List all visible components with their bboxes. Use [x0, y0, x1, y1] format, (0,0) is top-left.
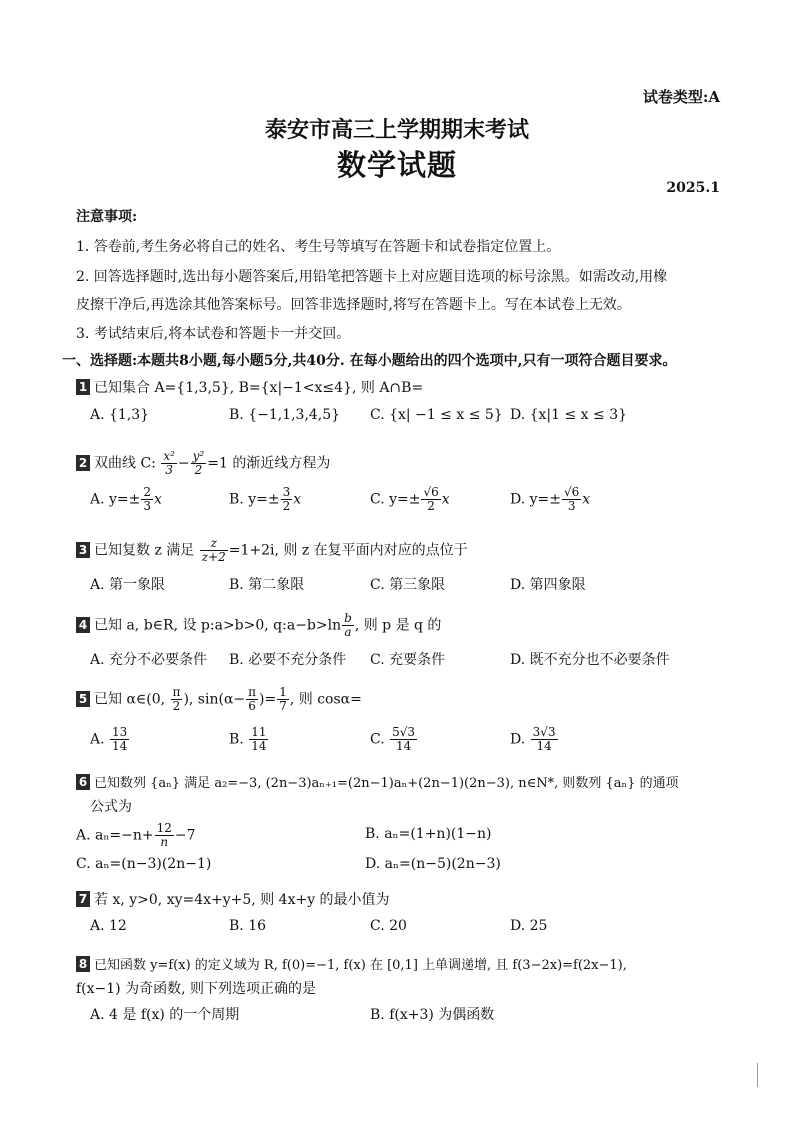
fraction-denominator: 14 [395, 739, 412, 753]
question-number: 3 [76, 542, 90, 558]
option-label: B. y=± [229, 491, 280, 508]
fraction-numerator: π [248, 685, 257, 699]
exam-date: 2025.1 [666, 180, 720, 196]
fraction-numerator: x² [163, 449, 175, 463]
fraction-numerator: 3 [282, 485, 291, 499]
option-b: B. aₙ=(1+n)(1−n) [365, 826, 492, 842]
fraction-numerator: z [200, 537, 228, 551]
question-stem: 已知函数 y=f(x) 的定义域为 R, f(0)=−1, f(x) 在 [0,1] 上单调递增, 且 f(3−2x)=f(2x−1), [94, 958, 627, 973]
option-a: A. 12 [90, 918, 127, 934]
option-c: C. 20 [370, 918, 407, 934]
option-b [229, 726, 269, 753]
option-d: D. 既不充分也不必要条件 [510, 652, 670, 668]
fraction-numerator: 13 [112, 725, 128, 739]
question-stem-end: =1 的渐近线方程为 [207, 455, 331, 472]
fraction-denominator: 2 [282, 499, 291, 513]
question-stem: 双曲线 C: [94, 455, 161, 472]
option-a [90, 486, 162, 513]
option-label: A. aₙ=−n+ [76, 827, 154, 844]
option-c: C. {x| −1 ≤ x ≤ 5} [370, 407, 503, 423]
option-a [90, 726, 130, 753]
question-stem: 已知 α∈(0, [94, 691, 170, 708]
option-text-end: −7 [174, 827, 196, 844]
minus-sign: − [177, 455, 190, 472]
variable: x [154, 491, 162, 508]
question-2 [76, 450, 330, 477]
question-stem-end: =1+2i, 则 z 在复平面内对应的点位于 [228, 542, 468, 559]
question-stem-part: ), sin(α− [183, 691, 246, 708]
question-7 [76, 889, 390, 909]
fraction-numerator: 2 [143, 485, 152, 499]
fraction-denominator: z+2 [201, 550, 226, 564]
variable: x [582, 491, 591, 508]
fraction-denominator: n [160, 835, 169, 849]
question-stem: 已知集合 A={1,3,5}, B={x|−1<x≤4}, 则 A∩B= [94, 380, 424, 396]
question-stem-end: , 则 cosα= [289, 691, 362, 708]
notice-heading: 注意事项: [76, 209, 138, 225]
option-label: C. y=± [370, 491, 421, 508]
fraction-numerator: 12 [156, 821, 172, 835]
option-a [76, 822, 196, 849]
variable: x [441, 491, 450, 508]
option-label: D. [510, 731, 530, 748]
question-6 [76, 772, 679, 791]
fraction-numerator: π [172, 685, 181, 699]
option-b [229, 486, 301, 513]
fraction-denominator: 2 [172, 699, 181, 713]
fraction-numerator: y² [192, 449, 205, 463]
question-stem: 已知复数 z 满足 [94, 542, 199, 559]
question-3 [76, 537, 468, 564]
question-stem-part: )= [259, 691, 277, 708]
fraction-numerator: 3√3 [532, 725, 556, 739]
question-number: 8 [76, 956, 90, 972]
question-4 [76, 612, 441, 639]
fraction-denominator: 3 [567, 499, 576, 513]
option-c [370, 726, 418, 753]
option-d [510, 486, 590, 513]
fraction-denominator: a [344, 625, 352, 639]
option-label: A. [90, 731, 110, 748]
fraction-numerator: b [344, 611, 352, 625]
option-d: D. {x|1 ≤ x ≤ 3} [510, 407, 628, 423]
question-stem: 已知 a, b∈R, 设 p:a>b>0, q:a−b>ln [94, 617, 342, 634]
notice-item: 1. 答卷前,考生务必将自己的姓名、考生号等填写在答题卡和试卷指定位置上。 [76, 239, 561, 255]
question-number: 4 [76, 617, 90, 633]
option-a: A. 第一象限 [90, 577, 166, 593]
option-d: D. 第四象限 [510, 577, 586, 593]
question-stem-line2: f(x−1) 为奇函数, 则下列选项正确的是 [76, 981, 316, 997]
question-5 [76, 686, 362, 713]
fraction-denominator: 6 [248, 699, 256, 713]
scan-edge-line [757, 1063, 758, 1087]
option-b: B. f(x+3) 为偶函数 [370, 1007, 495, 1023]
notice-item: 皮擦干净后,再选涂其他答案标号。回答非选择题时,将写在答题卡上。写在本试卷上无效。 [76, 297, 631, 313]
option-a: A. 4 是 f(x) 的一个周期 [90, 1007, 240, 1023]
option-a: A. 充分不必要条件 [90, 652, 208, 668]
option-c: C. 第三象限 [370, 577, 446, 593]
notice-item: 2. 回答选择题时,选出每小题答案后,用铅笔把答题卡上对应题目选项的标号涂黑。如需改动,用橡 [76, 269, 668, 285]
option-label: B. [229, 731, 249, 748]
fraction-denominator: 2 [194, 463, 203, 477]
question-stem: 若 x, y>0, xy=4x+y+5, 则 4x+y 的最小值为 [94, 892, 390, 908]
option-a: A. {1,3} [90, 407, 150, 423]
option-c: C. 充要条件 [370, 652, 446, 668]
option-b: B. {−1,1,3,4,5} [229, 407, 341, 423]
question-number: 2 [76, 455, 90, 471]
option-d [510, 726, 559, 753]
fraction-denominator: 3 [143, 499, 152, 513]
option-b: B. 第二象限 [229, 577, 305, 593]
question-1 [76, 377, 423, 397]
fraction-numerator: 5√3 [392, 725, 416, 739]
subject-title: 数学试题 [336, 148, 457, 182]
question-number: 6 [76, 774, 90, 790]
section-heading: 一、选择题:本题共8小题,每小题5分,共40分. 在每小题给出的四个选项中,只有一项符合题目要求。 [62, 353, 677, 369]
option-d: D. aₙ=(n−5)(2n−3) [365, 856, 501, 872]
question-number: 1 [76, 379, 90, 395]
option-label: D. y=± [510, 491, 561, 508]
option-d: D. 25 [510, 918, 548, 934]
question-number: 7 [76, 891, 90, 907]
exam-title: 泰安市高三上学期期末考试 [264, 117, 529, 143]
fraction-numerator: 1 [279, 685, 287, 699]
question-8 [76, 954, 627, 973]
option-b: B. 16 [229, 918, 267, 934]
question-stem: 已知数列 {aₙ} 满足 a₂=−3, (2n−3)aₙ₊₁=(2n−1)aₙ+(2n−1)(2n−3), n∈N*, 则数列 {aₙ} 的通项 [94, 776, 679, 791]
notice-item: 3. 考试结束后,将本试卷和答题卡一并交回。 [76, 326, 351, 342]
fraction-denominator: 14 [536, 739, 552, 753]
question-stem-end: , 则 p 是 q 的 [354, 617, 442, 634]
paper-type: 试卷类型:A [642, 88, 720, 106]
fraction-denominator: 7 [279, 699, 287, 713]
fraction-denominator: 2 [427, 499, 435, 513]
fraction-numerator: √6 [564, 485, 580, 499]
fraction-denominator: 3 [165, 463, 173, 477]
variable: x [293, 491, 302, 508]
option-b: B. 必要不充分条件 [229, 652, 347, 668]
fraction-numerator: √6 [423, 485, 439, 499]
option-label: A. y=± [90, 491, 141, 508]
option-c [370, 486, 450, 513]
fraction-numerator: 11 [251, 725, 267, 739]
fraction-denominator: 14 [251, 739, 267, 753]
question-number: 5 [76, 691, 90, 707]
fraction-denominator: 14 [112, 739, 128, 753]
question-stem-line2: 公式为 [90, 799, 132, 815]
option-label: C. [370, 731, 390, 748]
option-c: C. aₙ=(n−3)(2n−1) [76, 856, 212, 872]
